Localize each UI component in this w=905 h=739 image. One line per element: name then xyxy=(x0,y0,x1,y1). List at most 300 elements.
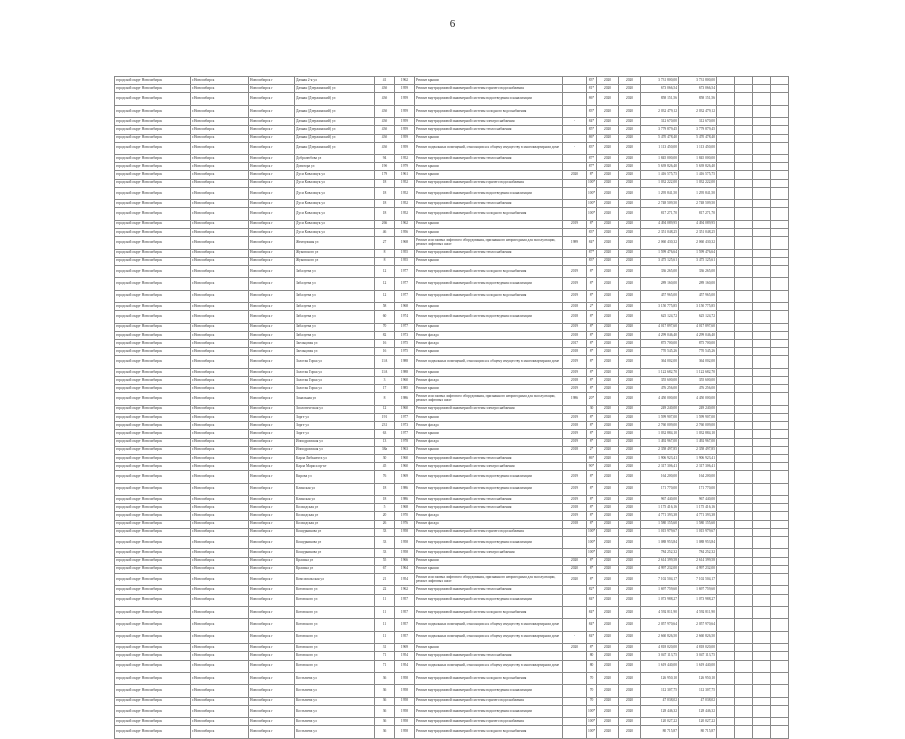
table-row xyxy=(115,179,789,187)
table-row xyxy=(115,278,789,290)
table-cell-col-0: городской округ Новосибирск xyxy=(115,512,191,520)
table-cell-col-7: 2018 xyxy=(563,331,587,339)
table-cell-col-9: 2020 xyxy=(597,685,619,697)
table-cell-col-5: 1969 xyxy=(395,644,415,652)
table-cell-col-4: 179 xyxy=(375,171,395,179)
empty-cell xyxy=(771,672,789,684)
empty-cell xyxy=(717,171,735,179)
table-cell-col-1: г.Новосибирск xyxy=(191,368,249,376)
table-cell-col-6: Ремонт фасада xyxy=(415,331,563,339)
table-cell-col-9: 2020 xyxy=(597,537,619,549)
table-cell-col-4: 8 xyxy=(375,249,395,257)
table-cell-col-8: 8* xyxy=(587,438,597,446)
table-cell-col-5: 1958 xyxy=(395,705,415,717)
table-cell-col-7: 2020 xyxy=(563,171,587,179)
table-cell-col-12: 120 027,22 xyxy=(679,718,717,726)
table-cell-col-10: 2020 xyxy=(619,229,641,237)
table-cell-col-5: 1958 xyxy=(395,718,415,726)
table-cell-col-6: Ремонт внутридомовой инженерной системы электроснабжения xyxy=(415,405,563,413)
empty-cell xyxy=(753,200,771,208)
table-cell-col-3: Котовского ул xyxy=(295,586,375,594)
table-cell-col-4: 11 xyxy=(375,594,395,606)
table-cell-col-3: Дачная (Дзержинский) ул xyxy=(295,93,375,105)
table-cell-col-10: 2020 xyxy=(619,496,641,504)
table-row xyxy=(115,348,789,356)
empty-cell xyxy=(771,208,789,220)
empty-cell xyxy=(717,265,735,277)
table-cell-col-3: Дачная (Дзержинский) ул xyxy=(295,118,375,126)
table-cell-col-6: Ремонт подвальных помещений, относящихся к общему имуществу в многоквартирном доме xyxy=(415,660,563,672)
empty-cell xyxy=(753,77,771,85)
empty-cell xyxy=(735,163,753,171)
table-row xyxy=(115,311,789,323)
table-cell-col-1: г.Новосибирск xyxy=(191,594,249,606)
table-cell-col-3: Кошурникова ул xyxy=(295,528,375,536)
table-cell-col-8: 100* xyxy=(587,726,597,738)
table-row xyxy=(115,77,789,85)
table-cell-col-8: 30 xyxy=(587,405,597,413)
table-cell-col-8: 100* xyxy=(587,208,597,220)
table-cell-col-12: 5 470 478,40 xyxy=(679,134,717,142)
table-cell-col-5: 1955 xyxy=(395,249,415,257)
table-cell-col-9: 2020 xyxy=(597,237,619,249)
empty-cell xyxy=(735,105,753,117)
table-cell-col-12: 817 271,70 xyxy=(679,208,717,220)
table-cell-col-2: Новосибирск г xyxy=(249,303,295,311)
table-cell-col-4: 31 xyxy=(375,644,395,652)
empty-cell xyxy=(753,685,771,697)
empty-cell xyxy=(717,200,735,208)
empty-cell xyxy=(771,483,789,495)
table-cell-col-4: 11 xyxy=(375,631,395,643)
table-cell-col-9: 2020 xyxy=(597,504,619,512)
table-cell-col-8: 87* xyxy=(587,155,597,163)
table-cell-col-3: Забалуева ул xyxy=(295,311,375,323)
empty-cell xyxy=(735,619,753,631)
table-cell-col-10: 2020 xyxy=(619,660,641,672)
table-cell-col-1: г.Новосибирск xyxy=(191,179,249,187)
empty-cell xyxy=(717,454,735,462)
empty-cell xyxy=(771,356,789,368)
table-cell-col-0: городской округ Новосибирск xyxy=(115,303,191,311)
table-cell-col-7: 2020 xyxy=(563,565,587,573)
table-cell-col-5: 1976 xyxy=(395,520,415,528)
table-cell-col-6: Ремонт внутридомовой инженерной системы горячего водоснабжения xyxy=(415,718,563,726)
table-cell-col-1: г.Новосибирск xyxy=(191,454,249,462)
table-cell-col-7 xyxy=(563,586,587,594)
table-cell-col-1: г.Новосибирск xyxy=(191,278,249,290)
table-cell-col-11: 1 032 884,10 xyxy=(641,430,679,438)
empty-cell xyxy=(771,446,789,454)
table-cell-col-3: Комсомольская ул xyxy=(295,573,375,585)
empty-cell xyxy=(735,385,753,393)
table-cell-col-12: 4 450 000,00 xyxy=(679,393,717,405)
table-cell-col-9: 2020 xyxy=(597,549,619,557)
table-cell-col-2: Новосибирск г xyxy=(249,142,295,154)
empty-cell xyxy=(735,200,753,208)
table-cell-col-5: 1986 xyxy=(395,483,415,495)
table-row xyxy=(115,220,789,228)
table-cell-col-7: 2019 xyxy=(563,512,587,520)
empty-cell xyxy=(717,438,735,446)
table-cell-col-2: Новосибирск г xyxy=(249,685,295,697)
table-cell-col-6: Ремонт крыши xyxy=(415,303,563,311)
table-cell-col-1: г.Новосибирск xyxy=(191,619,249,631)
table-cell-col-4: 12 xyxy=(375,278,395,290)
empty-cell xyxy=(717,414,735,422)
table-row xyxy=(115,229,789,237)
table-cell-col-10: 2020 xyxy=(619,573,641,585)
empty-cell xyxy=(735,496,753,504)
table-cell-col-7 xyxy=(563,652,587,660)
table-cell-col-8: 8* xyxy=(587,565,597,573)
table-cell-col-4: 43б xyxy=(375,93,395,105)
table-cell-col-1: г.Новосибирск xyxy=(191,303,249,311)
table-cell-col-6: Ремонт фасада xyxy=(415,512,563,520)
empty-cell xyxy=(753,220,771,228)
table-cell-col-10: 2020 xyxy=(619,393,641,405)
empty-cell xyxy=(717,660,735,672)
table-cell-col-4: 67 xyxy=(375,565,395,573)
table-cell-col-7 xyxy=(563,726,587,738)
table-cell-col-9: 2020 xyxy=(597,586,619,594)
table-cell-col-1: г.Новосибирск xyxy=(191,644,249,652)
table-cell-col-8: 80 xyxy=(587,660,597,672)
table-cell-col-7: 2018 xyxy=(563,348,587,356)
table-cell-col-11: 289 160,00 xyxy=(641,278,679,290)
table-cell-col-4: 43б xyxy=(375,142,395,154)
table-cell-col-4: 36 xyxy=(375,672,395,684)
table-cell-col-2: Новосибирск г xyxy=(249,163,295,171)
table-cell-col-12: 2 614 399,58 xyxy=(679,557,717,565)
empty-cell xyxy=(735,393,753,405)
table-cell-col-10: 2020 xyxy=(619,368,641,376)
table-row xyxy=(115,377,789,385)
table-cell-col-1: г.Новосибирск xyxy=(191,430,249,438)
empty-cell xyxy=(717,249,735,257)
table-cell-col-5: 1959 xyxy=(395,126,415,134)
empty-cell xyxy=(717,586,735,594)
table-row xyxy=(115,105,789,117)
table-cell-col-12: 4 494 089,95 xyxy=(679,220,717,228)
table-row xyxy=(115,303,789,311)
table-cell-col-11: 355 600,00 xyxy=(641,377,679,385)
empty-cell xyxy=(753,652,771,660)
table-cell-col-2: Новосибирск г xyxy=(249,726,295,738)
table-cell-col-12: 2 032 479,12 xyxy=(679,105,717,117)
table-row xyxy=(115,726,789,738)
table-body xyxy=(115,77,789,739)
table-cell-col-6: Ремонт внутридомовой инженерной системы электроснабжения xyxy=(415,118,563,126)
empty-cell xyxy=(717,356,735,368)
table-cell-col-1: г.Новосибирск xyxy=(191,118,249,126)
table-cell-col-0: городской округ Новосибирск xyxy=(115,377,191,385)
table-cell-col-2: Новосибирск г xyxy=(249,565,295,573)
table-cell-col-6: Ремонт внутридомовой инженерной системы холодного водоснабжения xyxy=(415,290,563,302)
empty-cell xyxy=(717,278,735,290)
table-cell-col-0: городской округ Новосибирск xyxy=(115,208,191,220)
table-cell-col-0: городской округ Новосибирск xyxy=(115,718,191,726)
table-cell-col-3: Костычева ул xyxy=(295,672,375,684)
table-cell-col-2: Новосибирск г xyxy=(249,155,295,163)
table-row xyxy=(115,438,789,446)
empty-cell xyxy=(717,220,735,228)
table-row xyxy=(115,586,789,594)
table-cell-col-8: 2* xyxy=(587,303,597,311)
table-cell-col-6: Ремонт крыши xyxy=(415,220,563,228)
empty-cell xyxy=(717,85,735,93)
empty-cell xyxy=(717,340,735,348)
table-cell-col-11: 3 047 113,75 xyxy=(641,652,679,660)
table-cell-col-4: 36 xyxy=(375,726,395,738)
empty-cell xyxy=(753,187,771,199)
empty-cell xyxy=(735,265,753,277)
table-cell-col-1: г.Новосибирск xyxy=(191,85,249,93)
table-row xyxy=(115,368,789,376)
empty-cell xyxy=(717,385,735,393)
empty-cell xyxy=(735,93,753,105)
table-row xyxy=(115,405,789,413)
empty-cell xyxy=(771,430,789,438)
table-cell-col-4: 17 xyxy=(375,385,395,393)
table-row xyxy=(115,265,789,277)
table-cell-col-3: Заельцовая ул xyxy=(295,348,375,356)
table-cell-col-8: 70 xyxy=(587,685,597,697)
table-cell-col-10: 2020 xyxy=(619,249,641,257)
table-cell-col-1: г.Новосибирск xyxy=(191,565,249,573)
empty-cell xyxy=(717,393,735,405)
empty-cell xyxy=(753,549,771,557)
table-cell-col-10: 2020 xyxy=(619,126,641,134)
table-cell-col-6: Ремонт внутридомовой инженерной системы водоотведения и канализации xyxy=(415,594,563,606)
table-cell-col-2: Новосибирск г xyxy=(249,454,295,462)
empty-cell xyxy=(771,155,789,163)
table-cell-col-1: г.Новосибирск xyxy=(191,331,249,339)
table-cell-col-3: Дачная (Дзержинский) ул xyxy=(295,134,375,142)
table-cell-col-5: 1962 xyxy=(395,220,415,228)
table-cell-col-9: 2020 xyxy=(597,631,619,643)
empty-cell xyxy=(735,594,753,606)
table-cell-col-12: 126 950,10 xyxy=(679,672,717,684)
table-cell-col-11: 2 760 009,00 xyxy=(641,422,679,430)
table-cell-col-1: г.Новосибирск xyxy=(191,171,249,179)
table-cell-col-8: 87* xyxy=(587,249,597,257)
table-cell-col-11: 1 697 759,60 xyxy=(641,586,679,594)
empty-cell xyxy=(717,528,735,536)
table-cell-col-8: 90* xyxy=(587,463,597,471)
table-cell-col-11: 336 265,00 xyxy=(641,265,679,277)
empty-cell xyxy=(717,685,735,697)
empty-cell xyxy=(771,652,789,660)
table-cell-col-9: 2020 xyxy=(597,652,619,660)
table-cell-col-3: Клинская ул xyxy=(295,496,375,504)
empty-cell xyxy=(753,619,771,631)
table-cell-col-2: Новосибирск г xyxy=(249,471,295,483)
table-cell-col-10: 2020 xyxy=(619,528,641,536)
table-cell-col-5: 1961 xyxy=(395,171,415,179)
table-cell-col-7: 2019 xyxy=(563,265,587,277)
table-cell-col-0: городской округ Новосибирск xyxy=(115,331,191,339)
table-cell-col-5: 1952 xyxy=(395,155,415,163)
empty-cell xyxy=(735,257,753,265)
table-cell-col-8: 100* xyxy=(587,187,597,199)
empty-cell xyxy=(717,229,735,237)
table-cell-col-6: Ремонт крыши xyxy=(415,171,563,179)
table-cell-col-12: 3 731 800,00 xyxy=(679,77,717,85)
empty-cell xyxy=(753,463,771,471)
empty-cell xyxy=(717,726,735,738)
table-cell-col-8: 8* xyxy=(587,377,597,385)
table-cell-col-7 xyxy=(563,179,587,187)
table-cell-col-12: 784 252,32 xyxy=(679,549,717,557)
table-cell-col-1: г.Новосибирск xyxy=(191,377,249,385)
empty-cell xyxy=(771,290,789,302)
table-cell-col-9: 2020 xyxy=(597,303,619,311)
table-cell-col-2: Новосибирск г xyxy=(249,331,295,339)
table-cell-col-0: городской округ Новосибирск xyxy=(115,471,191,483)
empty-cell xyxy=(753,85,771,93)
table-cell-col-9: 2020 xyxy=(597,265,619,277)
table-cell-col-11: 364 002,00 xyxy=(641,356,679,368)
table-cell-col-10: 2020 xyxy=(619,93,641,105)
table-cell-col-3: Дуси Ковальчук ул xyxy=(295,187,375,199)
table-row xyxy=(115,142,789,154)
table-cell-col-10: 2020 xyxy=(619,652,641,660)
empty-cell xyxy=(735,208,753,220)
table-cell-col-6: Ремонт или замена лифтового оборудования, признанного непригодным для эксплуатации, ремонт лифтовых шахт xyxy=(415,237,563,249)
table-cell-col-1: г.Новосибирск xyxy=(191,155,249,163)
empty-cell xyxy=(717,512,735,520)
table-cell-col-2: Новосибирск г xyxy=(249,483,295,495)
table-row xyxy=(115,496,789,504)
table-cell-col-8: 87* xyxy=(587,163,597,171)
table-row xyxy=(115,619,789,631)
empty-cell xyxy=(717,619,735,631)
empty-cell xyxy=(771,594,789,606)
table-cell-col-3: Колхидская ул xyxy=(295,512,375,520)
table-cell-col-4: 60 xyxy=(375,311,395,323)
table-cell-col-9: 2020 xyxy=(597,438,619,446)
table-cell-col-9: 2020 xyxy=(597,126,619,134)
table-cell-col-12: 1 032 222,00 xyxy=(679,179,717,187)
table-cell-col-10: 2020 xyxy=(619,134,641,142)
table-cell-col-0: городской округ Новосибирск xyxy=(115,368,191,376)
table-cell-col-8: 8* xyxy=(587,340,597,348)
table-cell-col-1: г.Новосибирск xyxy=(191,126,249,134)
table-cell-col-7: 2017 xyxy=(563,340,587,348)
table-cell-col-9: 2020 xyxy=(597,179,619,187)
table-cell-col-8: 70 xyxy=(587,672,597,684)
table-cell-col-12: 2 660 826,50 xyxy=(679,631,717,643)
table-cell-col-11: 1 175 416,16 xyxy=(641,504,679,512)
table-cell-col-9: 2020 xyxy=(597,85,619,93)
table-cell-col-6: Ремонт фасада xyxy=(415,377,563,385)
empty-cell xyxy=(771,77,789,85)
table-cell-col-2: Новосибирск г xyxy=(249,446,295,454)
table-row xyxy=(115,520,789,528)
table-cell-col-8: 86* xyxy=(587,454,597,462)
empty-cell xyxy=(753,606,771,618)
table-cell-col-11: 1 416 575,75 xyxy=(641,171,679,179)
table-cell-col-10: 2020 xyxy=(619,697,641,705)
table-cell-col-12: 4 017 897,60 xyxy=(679,323,717,331)
table-cell-col-3: Жуковского ул xyxy=(295,257,375,265)
table-cell-col-9: 2020 xyxy=(597,105,619,117)
table-cell-col-6: Ремонт внутридомовой инженерной системы водоотведения и канализации xyxy=(415,685,563,697)
empty-cell xyxy=(735,171,753,179)
table-cell-col-6: Ремонт внутридомовой инженерной системы горячего водоснабжения xyxy=(415,85,563,93)
table-cell-col-9: 2020 xyxy=(597,331,619,339)
empty-cell xyxy=(771,134,789,142)
table-cell-col-10: 2020 xyxy=(619,303,641,311)
table-cell-col-8: 100* xyxy=(587,718,597,726)
table-row xyxy=(115,126,789,134)
table-cell-col-2: Новосибирск г xyxy=(249,356,295,368)
table-cell-col-10: 2020 xyxy=(619,619,641,631)
table-cell-col-8: 80 xyxy=(587,652,597,660)
table-cell-col-6: Ремонт внутридомовой инженерной системы водоотведения и канализации xyxy=(415,187,563,199)
empty-cell xyxy=(735,697,753,705)
table-cell-col-5: 1956 xyxy=(395,229,415,237)
table-cell-col-11: 4 494 089,95 xyxy=(641,220,679,228)
table-cell-col-11: 7 102 504,17 xyxy=(641,573,679,585)
table-cell-col-7: 2019 xyxy=(563,483,587,495)
empty-cell xyxy=(771,311,789,323)
table-cell-col-8: 8* xyxy=(587,356,597,368)
table-cell-col-7 xyxy=(563,660,587,672)
table-cell-col-4: 58 xyxy=(375,303,395,311)
table-cell-col-12: 1 015 979,67 xyxy=(679,528,717,536)
table-cell-col-0: городской округ Новосибирск xyxy=(115,290,191,302)
empty-cell xyxy=(753,134,771,142)
table-cell-col-5: 1958 xyxy=(395,528,415,536)
empty-cell xyxy=(717,377,735,385)
empty-cell xyxy=(753,93,771,105)
table-row xyxy=(115,340,789,348)
table-cell-col-8: 20* xyxy=(587,393,597,405)
table-cell-col-8: 8* xyxy=(587,422,597,430)
table-cell-col-7: 2020 xyxy=(563,573,587,585)
empty-cell xyxy=(753,171,771,179)
empty-cell xyxy=(753,265,771,277)
table-cell-col-9: 2020 xyxy=(597,163,619,171)
table-cell-col-11: 1 580 155,60 xyxy=(641,520,679,528)
table-cell-col-5: 1958 xyxy=(395,726,415,738)
table-cell-col-11: 1 619 440,00 xyxy=(641,660,679,672)
empty-cell xyxy=(717,368,735,376)
table-row xyxy=(115,85,789,93)
table-cell-col-6: Ремонт внутридомовой инженерной системы теплоснабжения xyxy=(415,652,563,660)
table-cell-col-2: Новосибирск г xyxy=(249,134,295,142)
empty-cell xyxy=(717,237,735,249)
table-cell-col-4: 43б xyxy=(375,126,395,134)
table-cell-col-3: Кирова ул xyxy=(295,471,375,483)
table-row xyxy=(115,249,789,257)
table-cell-col-6: Ремонт крыши xyxy=(415,430,563,438)
table-cell-col-8: 84* xyxy=(587,118,597,126)
empty-cell xyxy=(753,594,771,606)
table-cell-col-6: Ремонт внутридомовой инженерной системы водоотведения и канализации xyxy=(415,483,563,495)
table-cell-col-2: Новосибирск г xyxy=(249,187,295,199)
table-cell-col-6: Ремонт крыши xyxy=(415,163,563,171)
table-cell-col-11: 1 492 967,00 xyxy=(641,438,679,446)
empty-cell xyxy=(771,348,789,356)
empty-cell xyxy=(753,105,771,117)
table-cell-col-1: г.Новосибирск xyxy=(191,685,249,697)
table-cell-col-2: Новосибирск г xyxy=(249,705,295,717)
table-cell-col-3: Жуковского ул xyxy=(295,249,375,257)
empty-cell xyxy=(717,483,735,495)
